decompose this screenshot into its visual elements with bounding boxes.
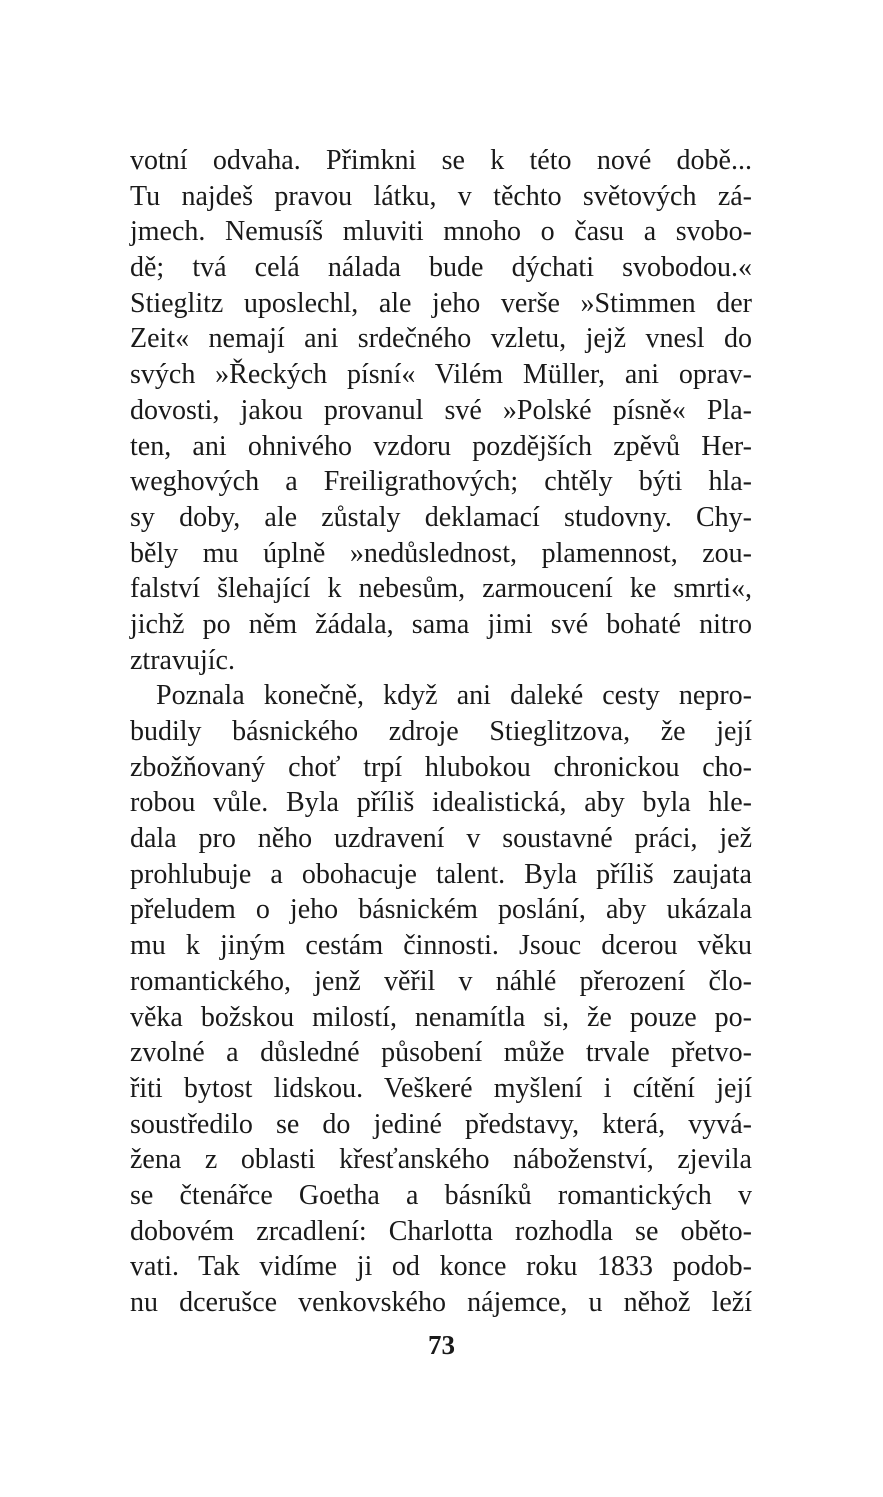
text-line: svých »Řeckých písní« Vilém Müller, ani oprav- <box>130 359 752 391</box>
text-line: dě; tvá celá nálada bude dýchati svobodou.« <box>130 252 752 284</box>
text-line: weghových a Freiligrathových; chtěly býti hla- <box>130 466 752 498</box>
text-line: budily básnického zdroje Stieglitzova, že její <box>130 716 752 747</box>
text-line: žena z oblasti křesťanského náboženství, zjevila <box>130 1144 752 1176</box>
text-line: Poznala konečně, když ani daleké cesty nepro- <box>156 680 752 712</box>
text-line: dobovém zrcadlení: Charlotta rozhodla se oběto- <box>130 1215 752 1247</box>
text-line: zvolné a důsledné působení může trvale přetvo- <box>130 1037 752 1069</box>
text-line: nu dcerušce venkovského nájemce, u něhož leží <box>130 1287 752 1318</box>
text-line: Zeit« nemají ani srdečného vzletu, jejž vnesl do <box>130 323 752 355</box>
text-line: ten, ani ohnivého vzdoru pozdějších zpěvů Her- <box>130 430 752 462</box>
paragraph-1 <box>130 143 752 678</box>
text-line: jichž po něm žádala, sama jimi své bohaté nitro <box>130 608 752 640</box>
text-line: robou vůle. Byla příliš idealistická, aby byla hle- <box>130 787 752 819</box>
text-line: soustředilo se do jediné představy, která, vyvá- <box>130 1108 752 1140</box>
text-line: řiti bytost lidskou. Veškeré myšlení i cítění její <box>130 1072 752 1104</box>
text-line: sy doby, ale zůstaly deklamací studovny. Chy- <box>130 501 752 533</box>
text-line: dovosti, jakou provanul své »Polské písně« Pla- <box>130 394 752 426</box>
text-line: Tu najdeš pravou látku, v těchto světových zá- <box>130 180 752 212</box>
text-line: mu k jiným cestám činnosti. Jsouc dcerou věku <box>130 930 752 962</box>
text-line: se čtenářce Goetha a básníků romantických v <box>130 1179 752 1211</box>
paragraph-2 <box>130 678 752 1320</box>
text-line: zbožňovaný choť trpí hlubokou chronickou cho- <box>130 751 752 783</box>
text-line: Stieglitz uposlechl, ale jeho verše »Stimmen der <box>130 287 752 319</box>
text-line: dala pro něho uzdravení v soustavné práci, jež <box>130 823 752 855</box>
text-line: romantického, jenž věřil v náhlé přerození člo- <box>130 965 752 997</box>
text-line: prohlubuje a obohacuje talent. Byla příliš zaujata <box>130 858 752 890</box>
text-line: běly mu úplně »nedůslednost, plamennost, zou- <box>130 537 752 569</box>
text-line: jmech. Nemusíš mluviti mnoho o času a svobo- <box>130 216 752 248</box>
text-line: falství šlehající k nebesům, zarmoucení ke smrti«, <box>130 573 752 605</box>
text-line: ztravujíc. <box>130 644 235 676</box>
text-line: přeludem o jeho básnickém poslání, aby ukázala <box>130 894 752 926</box>
text-line: votní odvaha. Přimkni se k této nové době... <box>130 145 752 176</box>
page-number: 73 <box>428 1330 455 1360</box>
text-line: vati. Tak vidíme ji od konce roku 1833 podob- <box>130 1251 752 1283</box>
body-text <box>130 143 752 1321</box>
text-line: věka božskou milostí, nenamítla si, že pouze po- <box>130 1001 752 1033</box>
